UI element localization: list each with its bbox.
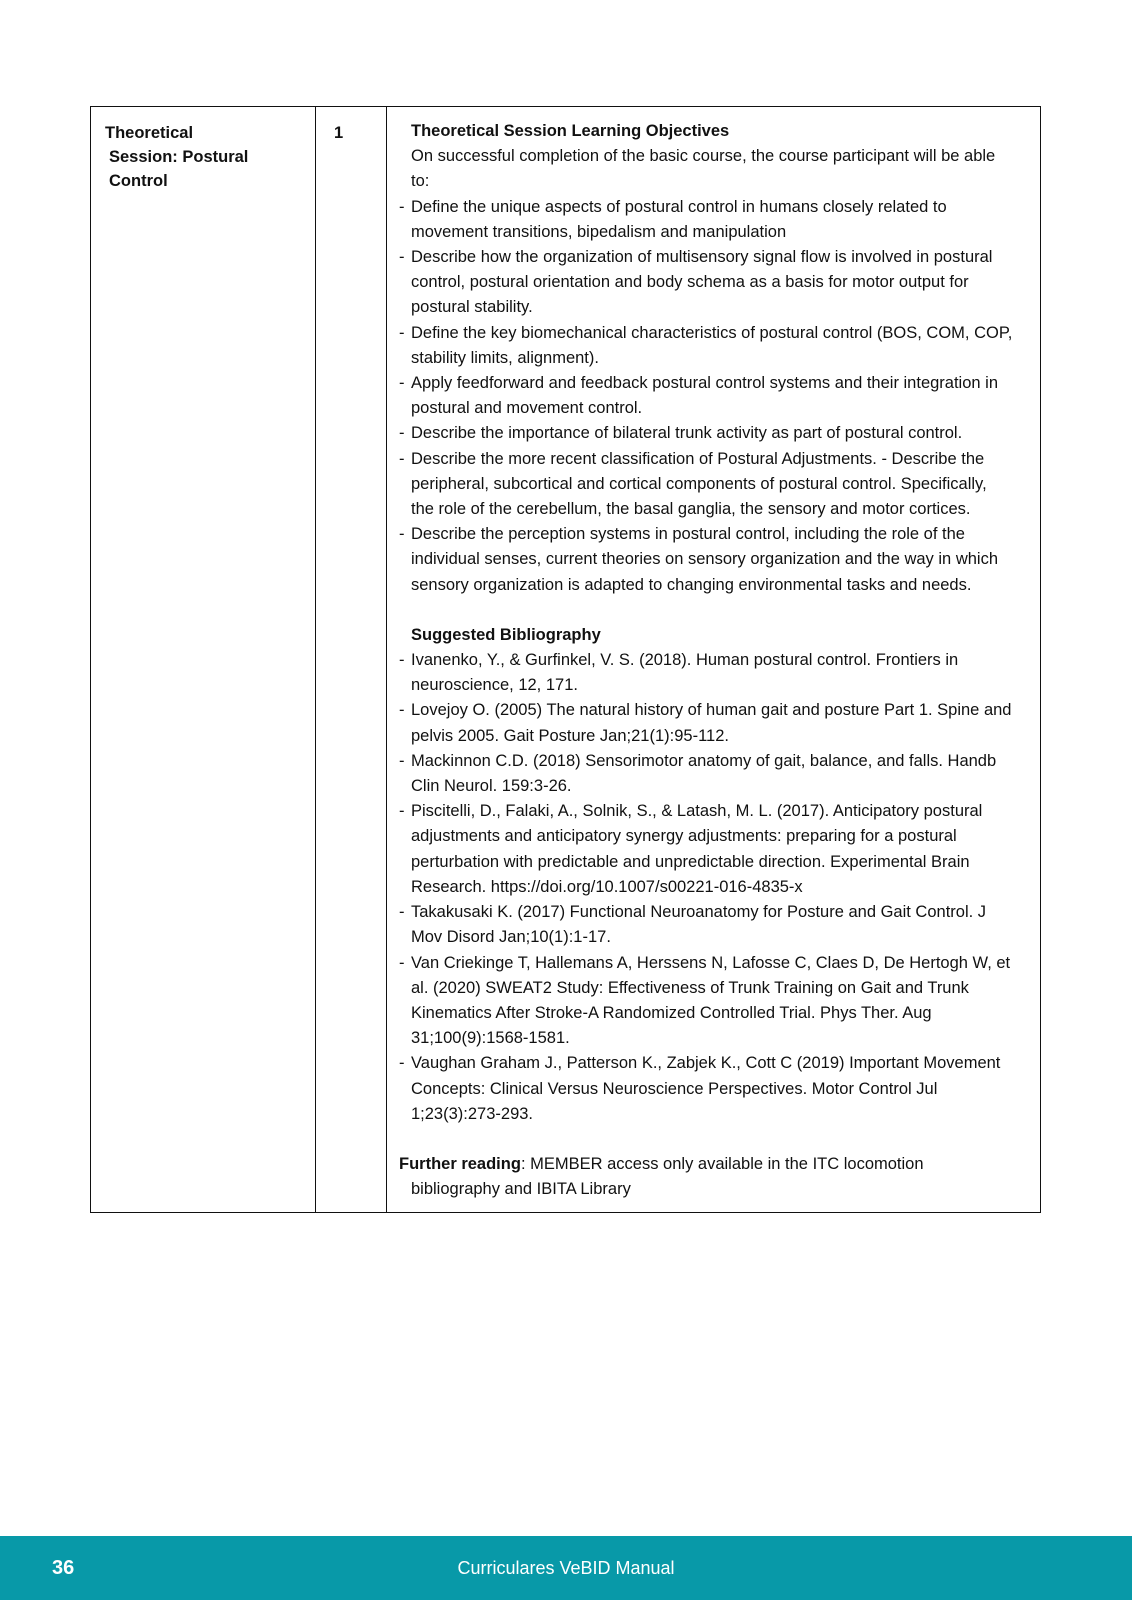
content-cell	[387, 107, 1041, 1213]
list-item: - Van Criekinge T, Hallemans A, Herssens N, Lafosse C, Claes D, De Hertogh W, et al. (2020) SWEAT2 Study: Effectiveness of Trunk Training on Gait and Trunk Kinematics After Stroke-A Randomized Controlled Trial. Phys Ther. Aug 31;100(9):1568-1581.	[399, 951, 1014, 1052]
bibliography-list	[399, 648, 1014, 1127]
list-item: - Describe how the organization of multisensory signal flow is involved in postural control, postural orientation and body schema as a basis for motor output for postural stability.	[399, 245, 1014, 321]
objectives-intro: On successful completion of the basic course, the course participant will be able to:	[411, 147, 996, 191]
list-item: - Piscitelli, D., Falaki, A., Solnik, S., & Latash, M. L. (2017). Anticipatory postural adjustments and anticipatory synergy adjustments: preparing for a postural perturbation with predictable and unpredictable direction. Experimental Brain Research. https://doi.org/10.1007/s00221-016-4835-x	[399, 799, 1014, 900]
list-item: - Ivanenko, Y., & Gurfinkel, V. S. (2018). Human postural control. Frontiers in neuroscience, 12, 171.	[399, 648, 1014, 698]
topic-line: Session: Postural	[109, 148, 249, 166]
list-item: - Describe the importance of bilateral trunk activity as part of postural control.	[399, 421, 1014, 446]
footer-title: Curriculares VeBID Manual	[457, 1558, 675, 1578]
list-item: - Define the key biomechanical characteristics of postural control (BOS, COM, COP, stability limits, alignment).	[399, 321, 1014, 371]
bibliography-heading: Suggested Bibliography	[411, 625, 601, 644]
topic-title	[105, 121, 305, 193]
hours-cell	[316, 107, 387, 1213]
further-reading-text: bibliography and IBITA Library	[411, 1180, 631, 1199]
further-reading	[399, 1152, 1014, 1177]
list-item: - Describe the more recent classification of Postural Adjustments. - Describe the peripheral, subcortical and cortical components of postural control. Specifically, the role of the cerebellum, the basal ganglia, the sensory and motor cortices.	[399, 447, 1014, 523]
hours-value: 1	[334, 124, 344, 142]
topic-line: Theoretical	[105, 124, 194, 142]
page-footer	[0, 1536, 1132, 1600]
list-item: - Mackinnon C.D. (2018) Sensorimotor anatomy of gait, balance, and falls. Handb Clin Neurol. 159:3-26.	[399, 749, 1014, 799]
topic-line: Control	[109, 172, 168, 190]
list-item: - Takakusaki K. (2017) Functional Neuroanatomy for Posture and Gait Control. J Mov Disord Jan;10(1):1-17.	[399, 900, 1014, 950]
list-item: - Lovejoy O. (2005) The natural history of human gait and posture Part 1. Spine and pelvis 2005. Gait Posture Jan;21(1):95-112.	[399, 698, 1014, 748]
objectives-list	[399, 195, 1014, 598]
list-item: - Vaughan Graham J., Patterson K., Zabjek K., Cott C (2019) Important Movement Concepts: Clinical Versus Neuroscience Perspectives. Motor Control Jul 1;23(3):273-293.	[399, 1051, 1014, 1127]
further-reading-label: Further reading	[399, 1154, 521, 1173]
further-reading-text: : MEMBER access only available in the ITC locomotion	[520, 1154, 924, 1173]
list-item: - Apply feedforward and feedback postural control systems and their integration in postural and movement control.	[399, 371, 1014, 421]
table-row	[91, 107, 1041, 1213]
list-item: - Describe the perception systems in postural control, including the role of the individual senses, current theories on sensory organization and the way in which sensory organization is adapted to changing environmental tasks and needs.	[399, 522, 1014, 598]
curriculum-table	[90, 106, 1041, 1213]
page-number: 36	[52, 1557, 75, 1579]
objectives-heading: Theoretical Session Learning Objectives	[411, 122, 730, 140]
list-item: - Define the unique aspects of postural control in humans closely related to movement transitions, bipedalism and manipulation	[399, 195, 1014, 245]
topic-cell	[91, 107, 316, 1213]
